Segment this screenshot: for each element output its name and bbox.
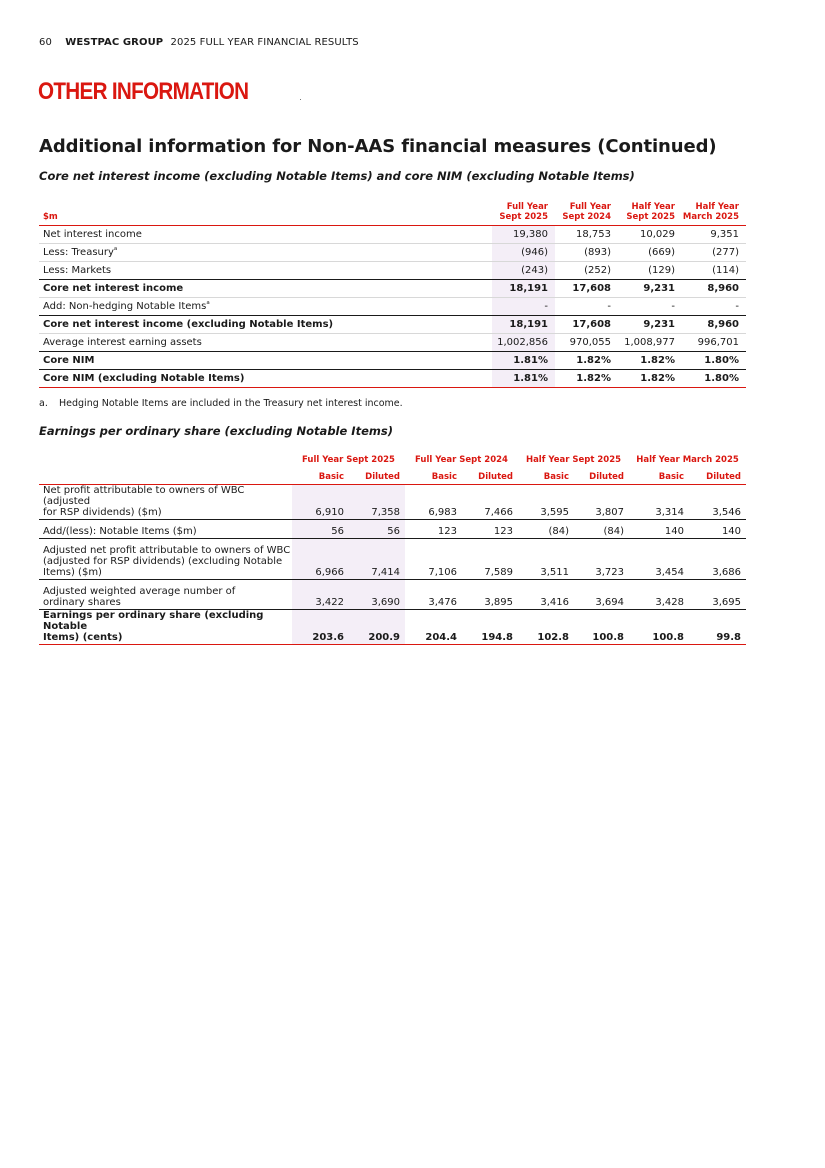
row-label-line: Items) (cents) xyxy=(43,632,123,643)
table-row xyxy=(39,610,746,645)
row-label-text: Net interest income xyxy=(43,229,142,240)
table-cell: 970,055 xyxy=(555,334,618,352)
table-cell: - xyxy=(682,298,746,316)
column-header xyxy=(682,198,746,226)
table-cell: 1.82% xyxy=(618,352,682,370)
header-spacer xyxy=(39,451,292,469)
table-cell: 3,416 xyxy=(518,580,574,610)
table-cell: 10,029 xyxy=(618,226,682,244)
eps-heading: Earnings per ordinary share (excluding Notable Items) xyxy=(39,424,393,438)
table-cell: 18,191 xyxy=(492,316,555,334)
column-header-line: Sept 2025 xyxy=(499,212,548,222)
table-cell: (277) xyxy=(682,244,746,262)
table-cell: 3,807 xyxy=(574,485,629,520)
table-cell: 204.4 xyxy=(405,610,462,645)
brand-name: WESTPAC GROUP xyxy=(65,37,164,48)
table-cell: 9,231 xyxy=(618,316,682,334)
core-nim-table xyxy=(39,198,746,388)
group-header: Half Year March 2025 xyxy=(636,455,739,465)
table-cell: 7,106 xyxy=(405,539,462,580)
table-cell: 3,546 xyxy=(689,485,746,520)
header-spacer xyxy=(39,469,292,485)
table-cell: 3,511 xyxy=(518,539,574,580)
table-cell: (893) xyxy=(555,244,618,262)
table-row xyxy=(39,316,746,334)
row-label-text: Core NIM (excluding Notable Items) xyxy=(43,373,245,384)
table-row xyxy=(39,352,746,370)
table-cell: 8,960 xyxy=(682,280,746,298)
section-title: OTHER INFORMATION xyxy=(38,78,249,105)
table-cell: (669) xyxy=(618,244,682,262)
table-cell: 100.8 xyxy=(629,610,689,645)
column-header-line: Sept 2025 xyxy=(626,212,675,222)
unit-label: $m xyxy=(39,198,492,226)
table-cell: 7,414 xyxy=(349,539,405,580)
eps-sub-header-row xyxy=(39,469,746,485)
report-title: 2025 FULL YEAR FINANCIAL RESULTS xyxy=(170,37,359,48)
row-label xyxy=(39,262,492,280)
footnote-ref: a xyxy=(113,246,118,252)
group-header: Half Year Sept 2025 xyxy=(525,455,622,465)
table-cell: 1,002,856 xyxy=(492,334,555,352)
table-cell: 1.82% xyxy=(618,370,682,388)
sub-header-basic: Basic xyxy=(405,469,462,485)
footnote xyxy=(39,398,403,409)
table-cell: 6,966 xyxy=(292,539,349,580)
table-cell: 140 xyxy=(629,520,689,539)
table-cell: (243) xyxy=(492,262,555,280)
row-label xyxy=(39,352,492,370)
table-row xyxy=(39,485,746,520)
row-label-line: Adjusted weighted average number of xyxy=(43,586,236,597)
table-cell: 3,595 xyxy=(518,485,574,520)
table-cell: 3,695 xyxy=(689,580,746,610)
table-cell: 6,983 xyxy=(405,485,462,520)
table-row xyxy=(39,539,746,580)
sub-header-basic: Basic xyxy=(292,469,349,485)
column-header-line: Half Year xyxy=(631,202,675,212)
table-cell: 1.82% xyxy=(555,352,618,370)
decorative-dot xyxy=(300,99,301,100)
column-header-line: March 2025 xyxy=(682,212,739,222)
table-cell: 140 xyxy=(689,520,746,539)
table-cell: 200.9 xyxy=(349,610,405,645)
table-cell: 9,351 xyxy=(682,226,746,244)
table-cell: (114) xyxy=(682,262,746,280)
table-cell: (252) xyxy=(555,262,618,280)
table-cell: 3,476 xyxy=(405,580,462,610)
sub-header-diluted: Diluted xyxy=(574,469,629,485)
row-label xyxy=(39,334,492,352)
row-label xyxy=(39,539,292,580)
table-cell: 3,895 xyxy=(462,580,518,610)
table-cell: 3,694 xyxy=(574,580,629,610)
table-cell: 194.8 xyxy=(462,610,518,645)
row-label xyxy=(39,580,292,610)
row-label xyxy=(39,244,492,262)
table-row xyxy=(39,334,746,352)
eps-table xyxy=(39,451,746,645)
table-cell: - xyxy=(618,298,682,316)
column-header-line: Full Year xyxy=(569,202,611,212)
table-cell: 56 xyxy=(292,520,349,539)
table-cell: 19,380 xyxy=(492,226,555,244)
table-cell: 6,910 xyxy=(292,485,349,520)
table-cell: 7,466 xyxy=(462,485,518,520)
row-label-text: Core NIM xyxy=(43,355,95,366)
row-label-text: Core net interest income (excluding Notable Items) xyxy=(43,319,334,330)
table-cell: 123 xyxy=(462,520,518,539)
table-cell: 17,608 xyxy=(555,316,618,334)
table-cell: 1.80% xyxy=(682,370,746,388)
row-label xyxy=(39,610,292,645)
table-cell: 1.80% xyxy=(682,352,746,370)
table-cell: (84) xyxy=(574,520,629,539)
row-label-text: Average interest earning assets xyxy=(43,337,202,348)
column-header-line: Full Year xyxy=(506,202,548,212)
row-label-line: for RSP dividends) ($m) xyxy=(43,507,162,518)
table-cell: 123 xyxy=(405,520,462,539)
table-header-row xyxy=(39,198,746,226)
table-cell: 18,191 xyxy=(492,280,555,298)
page-header xyxy=(39,37,359,48)
table-cell: 7,589 xyxy=(462,539,518,580)
table-row xyxy=(39,298,746,316)
row-label xyxy=(39,485,292,520)
table-cell: 3,314 xyxy=(629,485,689,520)
table-cell: 100.8 xyxy=(574,610,629,645)
table-row xyxy=(39,280,746,298)
table-cell: 1.82% xyxy=(555,370,618,388)
table-row xyxy=(39,226,746,244)
group-header: Full Year Sept 2025 xyxy=(302,455,395,465)
table-cell: (84) xyxy=(518,520,574,539)
row-label xyxy=(39,280,492,298)
group-header: Full Year Sept 2024 xyxy=(415,455,508,465)
table-cell: 8,960 xyxy=(682,316,746,334)
table-cell: - xyxy=(492,298,555,316)
table-cell: 996,701 xyxy=(682,334,746,352)
table-cell: 102.8 xyxy=(518,610,574,645)
row-label xyxy=(39,520,292,539)
table-cell: 1.81% xyxy=(492,370,555,388)
main-heading: Additional information for Non-AAS financial measures (Continued) xyxy=(39,136,717,157)
table-cell: 1,008,977 xyxy=(618,334,682,352)
row-label-text: Less: Markets xyxy=(43,265,112,276)
sub-header-diluted: Diluted xyxy=(462,469,518,485)
column-header xyxy=(492,198,555,226)
table-cell: 99.8 xyxy=(689,610,746,645)
table-row xyxy=(39,580,746,610)
row-label-line: (adjusted for RSP dividends) (excluding Notable xyxy=(43,556,283,567)
row-label-line: Net profit attributable to owners of WBC (adjusted xyxy=(43,485,245,507)
table-cell: 203.6 xyxy=(292,610,349,645)
table-cell: 3,686 xyxy=(689,539,746,580)
footnote-marker: a. xyxy=(39,398,48,409)
table-cell: - xyxy=(555,298,618,316)
row-label-text: Less: Treasury xyxy=(43,247,114,258)
row-label-line: Earnings per ordinary share (excluding Notable xyxy=(43,610,264,632)
table-cell: 3,428 xyxy=(629,580,689,610)
table-cell: 56 xyxy=(349,520,405,539)
table-row xyxy=(39,244,746,262)
row-label xyxy=(39,298,492,316)
row-label xyxy=(39,370,492,388)
table-row xyxy=(39,262,746,280)
row-label-text: Add: Non-hedging Notable Items xyxy=(43,301,207,312)
table-cell: 3,422 xyxy=(292,580,349,610)
table-cell: 3,454 xyxy=(629,539,689,580)
table-cell: 3,723 xyxy=(574,539,629,580)
footnote-text: Hedging Notable Items are included in the Treasury net interest income. xyxy=(59,398,403,409)
column-header-line: Half Year xyxy=(695,202,739,212)
table-cell: 17,608 xyxy=(555,280,618,298)
table-row xyxy=(39,520,746,539)
column-header xyxy=(618,198,682,226)
eps-group-header-row xyxy=(39,451,746,469)
page-number: 60 xyxy=(39,37,52,48)
sub-header-diluted: Diluted xyxy=(689,469,746,485)
row-label-line: ordinary shares xyxy=(43,597,121,608)
column-header-line: Sept 2024 xyxy=(562,212,611,222)
nim-heading: Core net interest income (excluding Notable Items) and core NIM (excluding Notable Items) xyxy=(39,169,635,183)
table-cell: 18,753 xyxy=(555,226,618,244)
table-cell: 7,358 xyxy=(349,485,405,520)
table-cell: 3,690 xyxy=(349,580,405,610)
row-label xyxy=(39,226,492,244)
column-header xyxy=(555,198,618,226)
row-label-line: Add/(less): Notable Items ($m) xyxy=(43,526,197,537)
row-label-text: Core net interest income xyxy=(43,283,184,294)
table-cell: (946) xyxy=(492,244,555,262)
table-row xyxy=(39,370,746,388)
row-label xyxy=(39,316,492,334)
sub-header-basic: Basic xyxy=(518,469,574,485)
table-cell: (129) xyxy=(618,262,682,280)
row-label-line: Adjusted net profit attributable to owners of WBC xyxy=(43,545,291,556)
table-cell: 9,231 xyxy=(618,280,682,298)
footnote-ref: a xyxy=(206,300,210,306)
sub-header-diluted: Diluted xyxy=(349,469,405,485)
table-cell: 1.81% xyxy=(492,352,555,370)
row-label-line: Items) ($m) xyxy=(43,567,102,578)
sub-header-basic: Basic xyxy=(629,469,689,485)
